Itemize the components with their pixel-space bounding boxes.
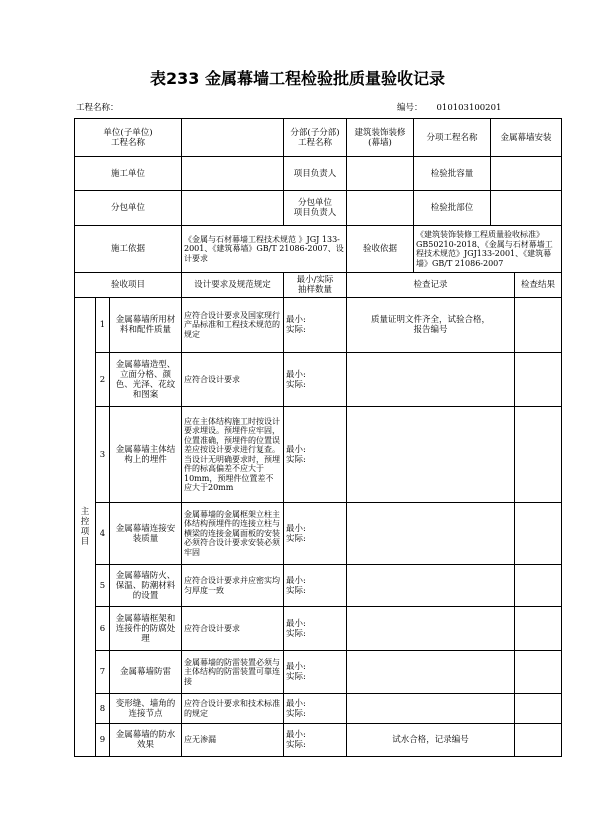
header-requirement: 设计要求及规范规定 [182,273,284,298]
item-no: 4 [96,503,110,565]
item-record[interactable]: 试水合格，记录编号 [347,724,515,757]
basis-label: 施工依据 [75,226,182,273]
unit-label: 单位(子单位) 工程名称 [75,119,182,157]
item-name: 变形缝、墙角的连接节点 [110,694,182,724]
item-requirement: 应符合设计要求 [182,353,284,407]
item-name: 金属幕墙框架和连接件的防腐处理 [110,607,182,651]
item-sample-count[interactable]: 最小: 实际: [284,565,347,607]
page-title: 表233 金属幕墙工程检验批质量验收记录 [150,69,445,88]
project-name-label: 工程名称： [76,103,119,113]
subitem-label: 分项工程名称 [414,119,491,157]
item-record[interactable] [347,503,515,565]
item-sample-count[interactable]: 最小: 实际: [284,353,347,407]
basis-value: 《金属与石材幕墙工程技术规范 》JGJ 133-2001、《建筑幕墙》GB/T 21086-2007、设计要求 [182,226,347,273]
item-result[interactable] [515,651,562,694]
item-record[interactable] [347,694,515,724]
project-lead-label: 项目负责人 [284,157,347,191]
item-name: 金属幕墙防火、保温、防潮材料的设置 [110,565,182,607]
item-no: 8 [96,694,110,724]
part-value[interactable] [491,191,562,226]
item-name: 金属幕墙防雷 [110,651,182,694]
item-requirement: 应符合设计要求及国家现行产品标准和工程技术规范的规定 [182,298,284,353]
item-sample-count[interactable]: 最小: 实际: [284,298,347,353]
item-no: 6 [96,607,110,651]
item-record[interactable] [347,607,515,651]
project-lead-value[interactable] [347,157,414,191]
item-requirement: 应符合设计要求 [182,607,284,651]
item-no: 7 [96,651,110,694]
item-no: 3 [96,407,110,503]
item-requirement: 应无渗漏 [182,724,284,757]
sub-lead-label: 分包单位 项目负责人 [284,191,347,226]
item-requirement: 金属幕墙的金属框架立柱主体结构预埋件的连接立柱与横梁的连接金属面板的安装必须符合设计要求安装必须牢固 [182,503,284,565]
item-no: 5 [96,565,110,607]
item-record[interactable] [347,565,515,607]
item-no: 1 [96,298,110,353]
item-no: 9 [96,724,110,757]
subitem-value: 金属幕墙安装 [491,119,562,157]
header-record: 检查记录 [347,273,515,298]
header-result: 检查结果 [515,273,562,298]
code-field [397,101,501,113]
item-result[interactable] [515,503,562,565]
inspection-table [74,118,562,757]
item-sample-count[interactable]: 最小: 实际: [284,407,347,503]
item-result[interactable] [515,353,562,407]
item-sample-count[interactable]: 最小: 实际: [284,724,347,757]
sub-lead-value[interactable] [347,191,414,226]
item-record[interactable] [347,651,515,694]
code-label: 编号： [397,103,423,113]
capacity-label: 检验批容量 [414,157,491,191]
unit-value[interactable] [182,119,284,157]
item-name: 金属幕墙所用材料和配件质量 [110,298,182,353]
contractor-value[interactable] [182,157,284,191]
header-sample: 最小/实际 抽样数量 [284,273,347,298]
item-sample-count[interactable]: 最小: 实际: [284,694,347,724]
item-name: 金属幕墙主体结构上的埋件 [110,407,182,503]
main-control-group-label: 主 控 项 目 [75,298,96,757]
subcontractor-label: 分包单位 [75,191,182,226]
item-name: 金属幕墙的防水效果 [110,724,182,757]
item-result[interactable] [515,607,562,651]
item-name: 金属幕墙造型、立面分格、颜色、光泽、花纹和图案 [110,353,182,407]
acceptance-basis-label: 验收依据 [347,226,414,273]
item-sample-count[interactable]: 最小: 实际: [284,503,347,565]
item-result[interactable] [515,724,562,757]
item-result[interactable] [515,694,562,724]
contractor-label: 施工单位 [75,157,182,191]
item-record[interactable]: 质量证明文件齐全，试验合格， 报告编号 [347,298,515,353]
division-value: 建筑装饰装修 (幕墙) [347,119,414,157]
division-label: 分部(子分部) 工程名称 [284,119,347,157]
item-record[interactable] [347,407,515,503]
part-label: 检验批部位 [414,191,491,226]
item-requirement: 金属幕墙的防雷装置必须与主体结构的防雷装置可靠连接 [182,651,284,694]
subcontractor-value[interactable] [182,191,284,226]
header-item: 验收项目 [75,273,182,298]
item-name: 金属幕墙连接安装质量 [110,503,182,565]
item-result[interactable] [515,565,562,607]
item-requirement: 应符合设计要求并应密实均匀厚度一致 [182,565,284,607]
item-result[interactable] [515,407,562,503]
item-result[interactable] [515,298,562,353]
item-sample-count[interactable]: 最小: 实际: [284,651,347,694]
acceptance-basis-value: 《建筑装饰装修工程质量验收标准》GB50210-2018、《金属与石材幕墙工程技术规范》JGJ133-2001、《建筑幕墙》GB/T 21086-2007 [414,226,562,273]
item-record[interactable] [347,353,515,407]
capacity-value[interactable] [491,157,562,191]
item-requirement: 应符合设计要求和技术标准的规定 [182,694,284,724]
item-requirement: 应在主体结构施工时按设计要求埋设。预埋件应牢固，位置准确，预埋件的位置误差应按设计要求进行复查。当设计无明确要求时，预埋件的标高偏差不应大于10mm，预埋件位置差不应大于20mm [182,407,284,503]
item-sample-count[interactable]: 最小: 实际: [284,607,347,651]
code-value: 010103100201 [436,103,502,113]
item-no: 2 [96,353,110,407]
